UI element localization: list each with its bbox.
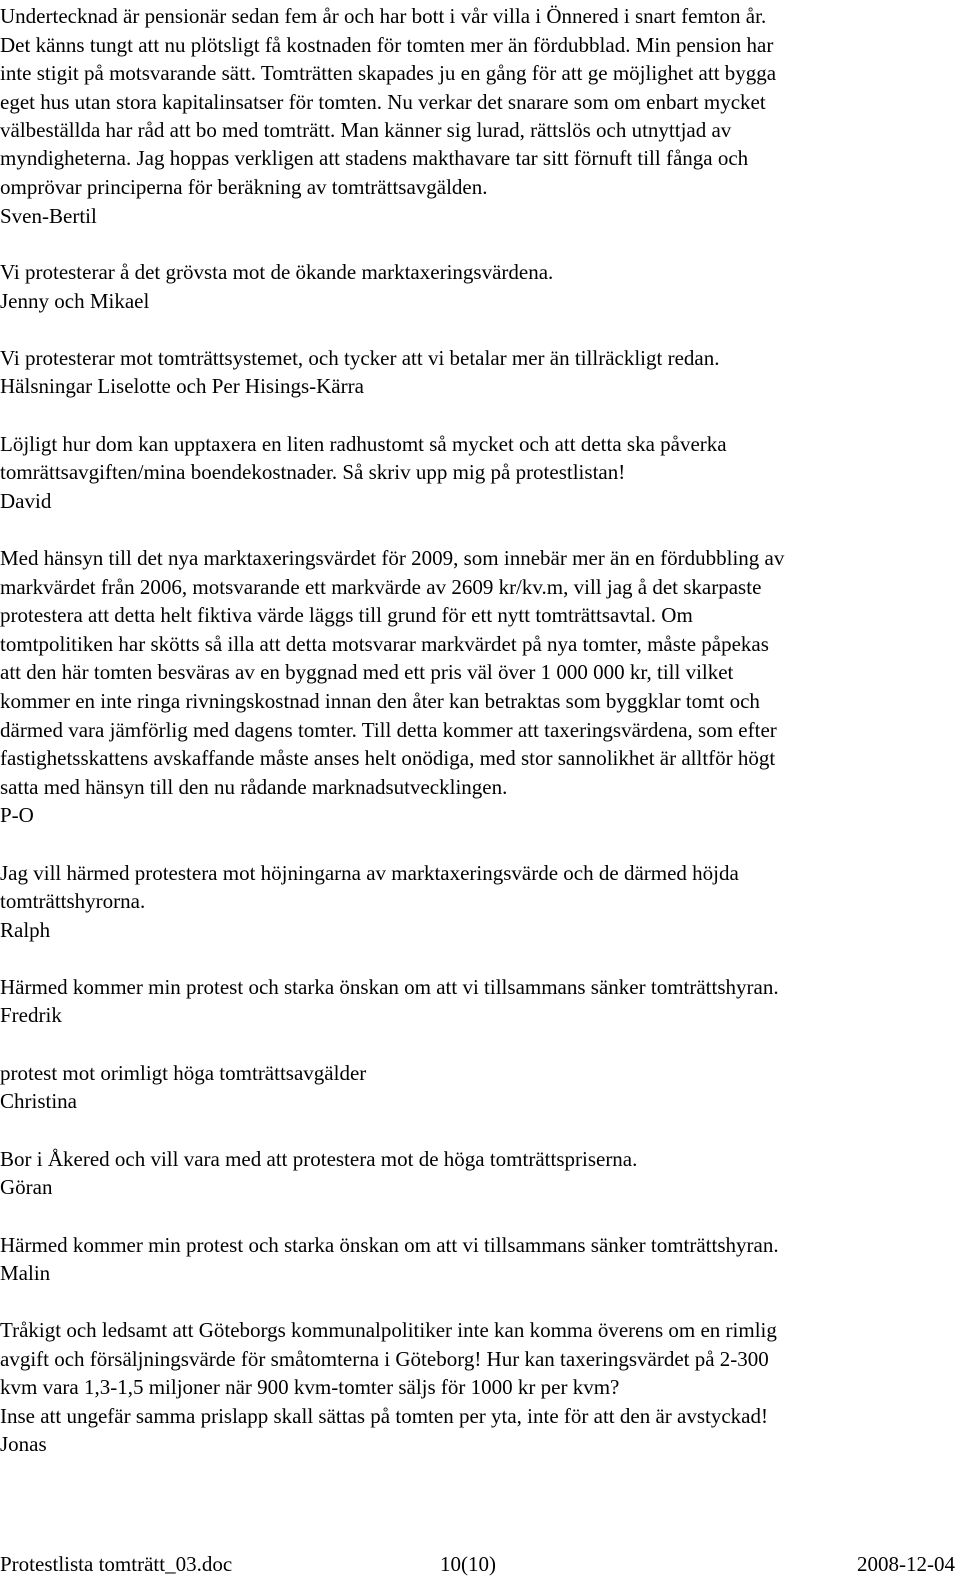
text-line: protestera att detta helt fiktiva värde läggs till grund för ett nytt tomträttsavtal. Om: [0, 603, 693, 627]
text-line: protest mot orimligt höga tomträttsavgälder: [0, 1061, 367, 1085]
text-line: eget hus utan stora kapitalinsatser för tomten. Nu verkar det snarare som om enbart mycket: [0, 90, 766, 114]
signature-line: Fredrik: [0, 1003, 62, 1027]
text-line: Med hänsyn till det nya marktaxeringsvärdet för 2009, som innebär mer än en fördubbling av: [0, 546, 785, 570]
text-line: markvärdet från 2006, motsvarande ett markvärde av 2609 kr/kv.m, vill jag å det skarpaste: [0, 575, 762, 599]
signature-line: P-O: [0, 803, 34, 827]
text-line: därmed vara jämförlig med dagens tomter. Till detta kommer att taxeringsvärdena, som efter: [0, 718, 777, 742]
footer-page-number: 10(10): [440, 1552, 496, 1576]
text-line: tomträttshyrorna.: [0, 889, 146, 913]
signature-line: Jonas: [0, 1432, 47, 1456]
footer-date: 2008-12-04: [857, 1552, 955, 1576]
text-line: myndigheterna. Jag hoppas verkligen att stadens makthavare tar sitt förnuft till fånga och: [0, 146, 749, 170]
signature-line: Ralph: [0, 918, 51, 942]
text-line: satta med hänsyn till den nu rådande marknadsutvecklingen.: [0, 775, 508, 799]
text-line: att den här tomten besväras av en byggnad med ett pris väl över 1 000 000 kr, till vilket: [0, 660, 734, 684]
text-line: omprövar principerna för beräkning av tomträttsavgälden.: [0, 175, 488, 199]
page-footer: [0, 1550, 960, 1580]
text-line: avgift och försäljningsvärde för småtomterna i Göteborg! Hur kan taxeringsvärdet på 2-300: [0, 1347, 769, 1371]
footer-filename: Protestlista tomträtt_03.doc: [0, 1552, 233, 1576]
text-line: fastighetsskattens avskaffande måste anses helt onödiga, med stor sannolikhet är alltför högt: [0, 746, 776, 770]
signature-line: Göran: [0, 1175, 53, 1199]
signature-line: David: [0, 489, 52, 513]
signature-line: Malin: [0, 1261, 51, 1285]
text-line: Det känns tungt att nu plötsligt få kostnaden för tomten mer än fördubblad. Min pension har: [0, 33, 774, 57]
text-line: välbeställda har råd att bo med tomträtt. Man känner sig lurad, rättslös och utnyttjad av: [0, 118, 732, 142]
text-line: Bor i Åkered och vill vara med att protestera mot de höga tomträttspriserna.: [0, 1147, 638, 1171]
text-line: Inse att ungefär samma prislapp skall sättas på tomten per yta, inte för att den är avstyckad!: [0, 1404, 768, 1428]
text-line: Löjligt hur dom kan upptaxera en liten radhustomt så mycket och att detta ska påverka: [0, 432, 727, 456]
text-line: kvm vara 1,3-1,5 miljoner när 900 kvm-tomter säljs för 1000 kr per kvm?: [0, 1375, 620, 1399]
signature-line: Christina: [0, 1089, 77, 1113]
text-line: Tråkigt och ledsamt att Göteborgs kommunalpolitiker inte kan komma överens om en rimlig: [0, 1318, 777, 1342]
text-line: Jag vill härmed protestera mot höjningarna av marktaxeringsvärde och de därmed höjda: [0, 861, 739, 885]
text-line: Undertecknad är pensionär sedan fem år och har bott i vår villa i Önnered i snart femton år.: [0, 4, 767, 28]
text-line: Härmed kommer min protest och starka önskan om att vi tillsammans sänker tomträttshyran.: [0, 975, 779, 999]
signature-line: Sven-Bertil: [0, 204, 97, 228]
text-line: inte stigit på motsvarande sätt. Tomträtten skapades ju en gång för att ge möjlighet att bygga: [0, 61, 777, 85]
text-line: tomtpolitiken har skötts så illa att detta motsvarar markvärdet på nya tomter, måste påpekas: [0, 632, 769, 656]
text-line: Härmed kommer min protest och starka önskan om att vi tillsammans sänker tomträttshyran.: [0, 1233, 779, 1257]
text-line: tomrättsavgiften/mina boendekostnader. Så skriv upp mig på protestlistan!: [0, 460, 626, 484]
text-line: kommer en inte ringa rivningskostnad innan den åter kan betraktas som byggklar tomt och: [0, 689, 760, 713]
text-line: Vi protesterar mot tomträttsystemet, och tycker att vi betalar mer än tillräckligt redan.: [0, 346, 720, 370]
text-line: Vi protesterar å det grövsta mot de ökande marktaxeringsvärdena.: [0, 260, 554, 284]
signature-line: Hälsningar Liselotte och Per Hisings-Kärra: [0, 374, 364, 398]
signature-line: Jenny och Mikael: [0, 289, 150, 313]
